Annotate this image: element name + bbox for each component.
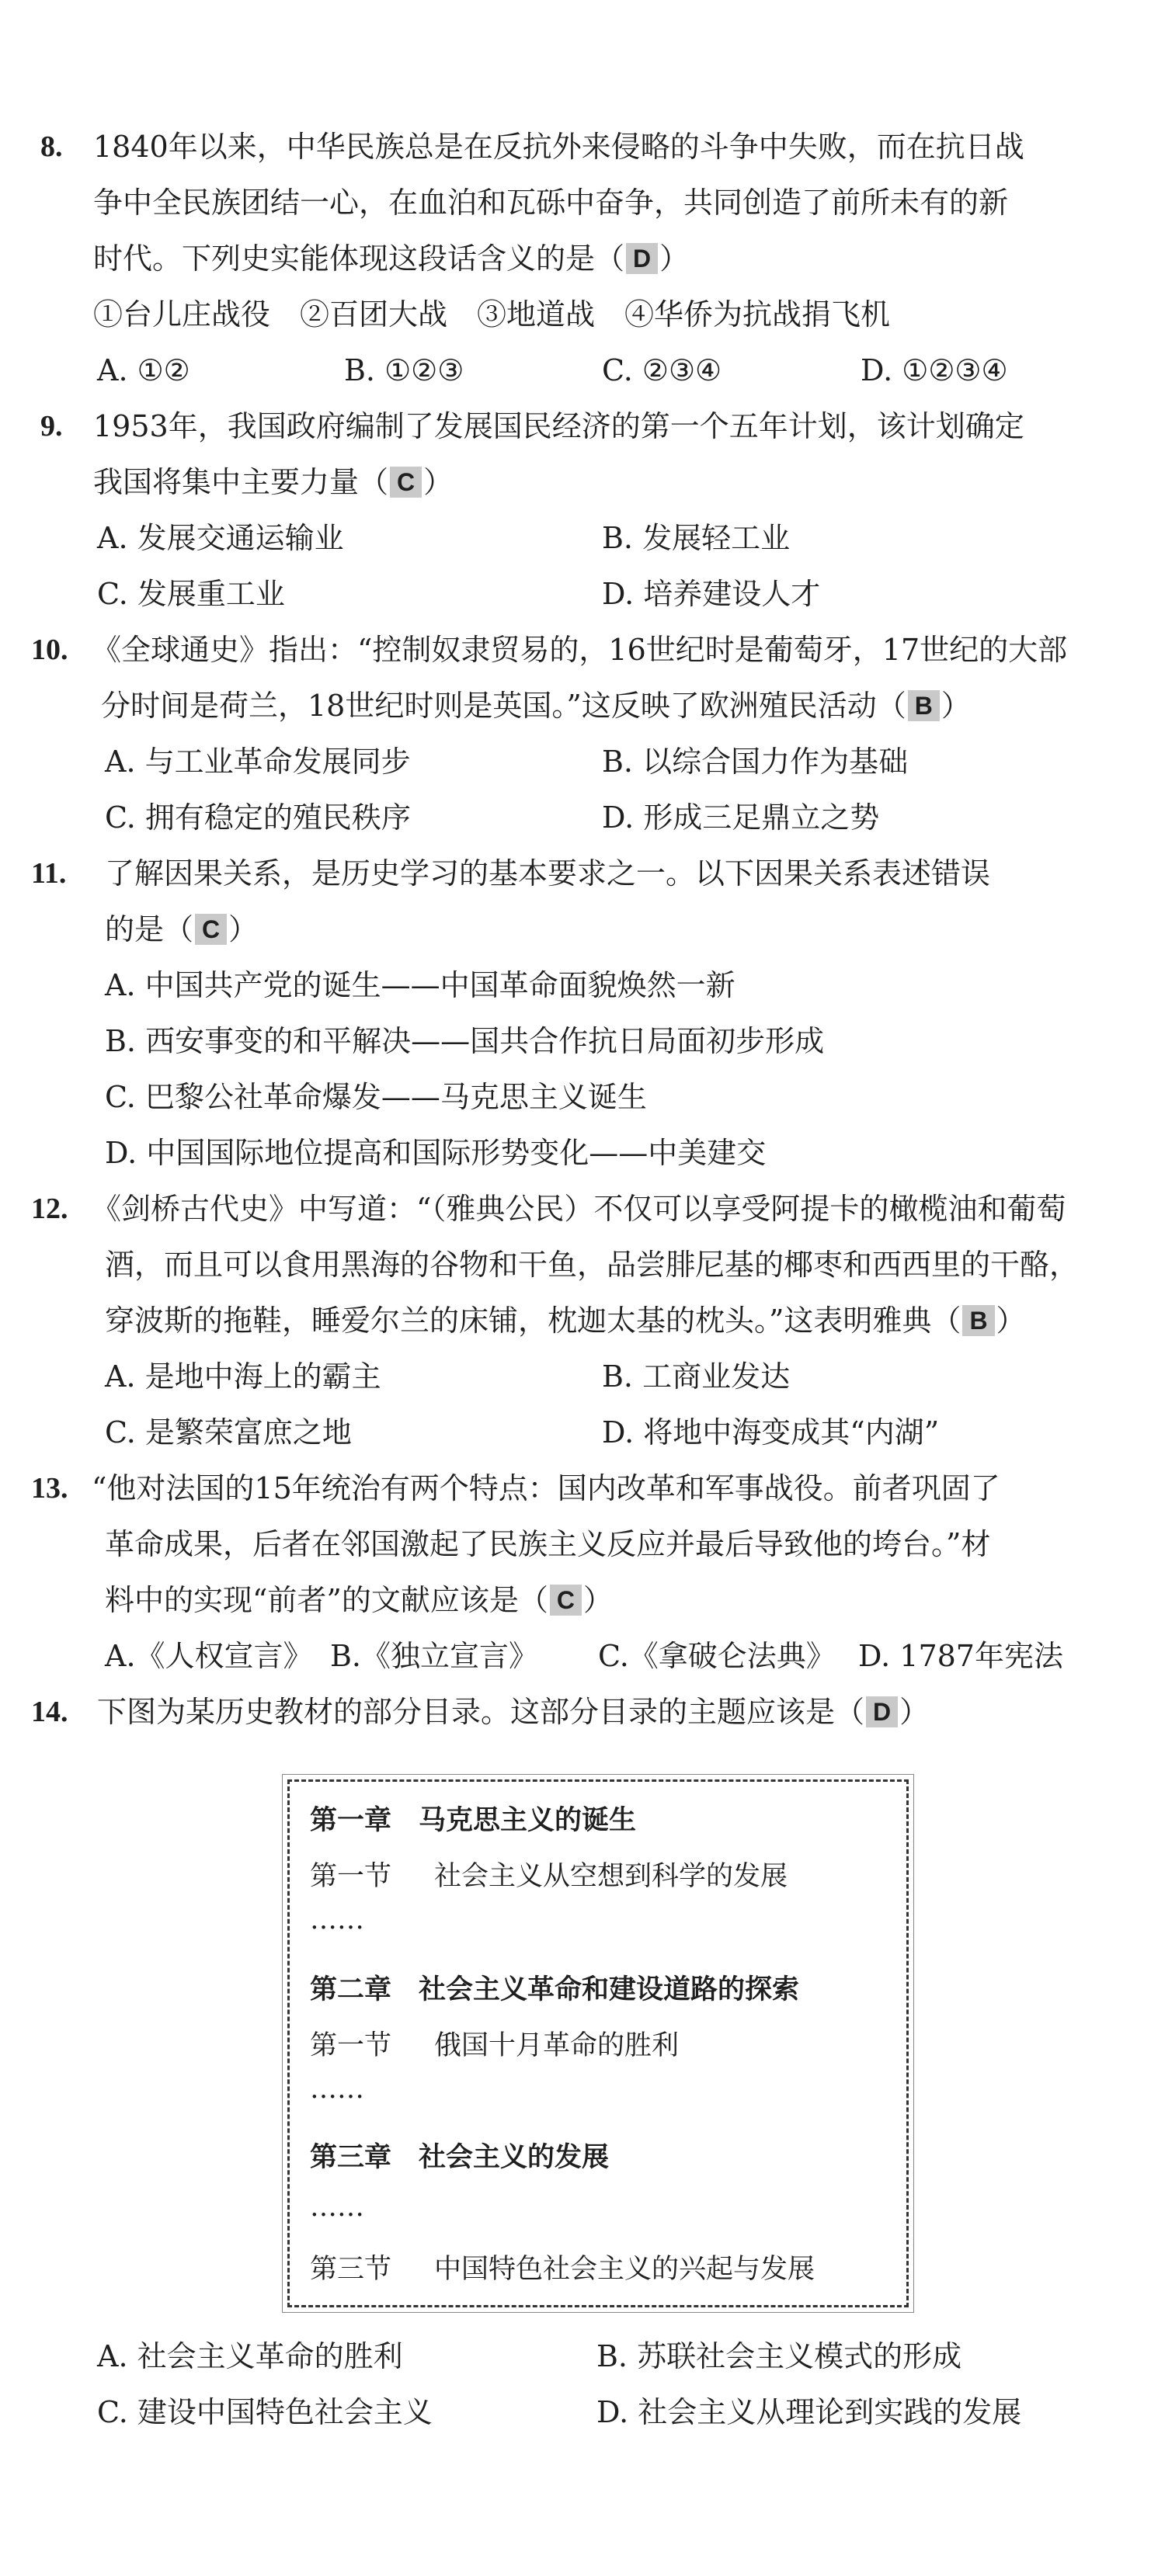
question-number: 10. (31, 634, 68, 666)
toc-chapter-3: 第三章 社会主义的发展 (310, 2141, 610, 2173)
question-text: 时代。下列史实能体现这段话含义的是（ (93, 241, 625, 276)
option-d: D. 培养建设人才 (602, 577, 821, 611)
question-text-line: 《剑桥古代史》中写道：“（雅典公民）不仅可以享受阿提卡的橄榄油和葡萄 (92, 1192, 1066, 1226)
question-text-line: 争中全民族团结一心，在血泊和瓦砾中奋争，共同创造了前所未有的新 (93, 186, 1009, 220)
table-of-contents-box (287, 1779, 909, 2307)
question-text-line: 1953年，我国政府编制了发展国民经济的第一个五年计划，该计划确定 (93, 409, 1024, 443)
option-a: A. 中国共产党的诞生——中国革命面貌焕然一新 (105, 968, 735, 1002)
toc-section-title: 中国特色社会主义的兴起与发展 (434, 2254, 815, 2285)
option-b: B.《独立宣言》 (330, 1639, 539, 1673)
question-text: 料中的实现“前者”的文献应该是（ (105, 1583, 548, 1617)
toc-section-label: 第一节 (310, 1861, 392, 1892)
toc-ellipsis: …… (310, 2074, 364, 2105)
question-text-line: 酒，而且可以食用黑海的谷物和干鱼，品尝腓尼基的椰枣和西西里的干酪， (105, 1248, 1080, 1282)
option-c: C. 建设中国特色社会主义 (97, 2395, 433, 2429)
question-text-line (105, 1573, 1130, 1627)
option-a: A. 是地中海上的霸主 (105, 1359, 381, 1394)
answer-badge: B (908, 690, 940, 721)
question-text-line (105, 1293, 1130, 1348)
option-b: B. 苏联社会主义模式的形成 (596, 2339, 962, 2373)
question-text: 穿波斯的拖鞋，睡爱尔兰的床铺，枕迦太基的枕头。”这表明雅典（ (105, 1304, 961, 1338)
closing-paren: ） (899, 1695, 930, 1729)
question-number: 13. (31, 1472, 68, 1505)
option-b: B. ①②③ (344, 353, 464, 387)
answer-badge: D (866, 1696, 898, 1727)
toc-section (310, 2248, 900, 2291)
question-number: 9. (40, 410, 63, 443)
toc-section (310, 2024, 900, 2067)
closing-paren: ） (423, 465, 454, 499)
question-text: 的是（ (105, 912, 194, 946)
option-c: C. 是繁荣富庶之地 (105, 1415, 352, 1449)
option-a: A. 发展交通运输业 (97, 521, 344, 555)
toc-chapter-1: 第一章 马克思主义的诞生 (310, 1804, 637, 1836)
question-text: 下图为某历史教材的部分目录。这部分目录的主题应该是（ (97, 1695, 865, 1729)
question-text-line (101, 679, 1126, 733)
closing-paren: ） (228, 912, 259, 946)
option-b: B. 以综合国力作为基础 (602, 745, 909, 779)
option-d: D. 社会主义从理论到实践的发展 (596, 2395, 1022, 2429)
option-c: C.《拿破仑法典》 (598, 1639, 836, 1673)
question-number: 11. (31, 857, 67, 890)
closing-paren: ） (659, 241, 690, 276)
option-c: C. 发展重工业 (97, 577, 285, 611)
question-text-line: 《全球通史》指出：“控制奴隶贸易的，16世纪时是葡萄牙，17世纪的大部 (92, 633, 1068, 667)
option-d: D. 形成三足鼎立之势 (602, 800, 880, 835)
option-a: A. 与工业革命发展同步 (105, 745, 411, 779)
option-d: D. ①②③④ (861, 353, 1008, 387)
option-b: B. 发展轻工业 (602, 521, 791, 555)
question-number: 8. (40, 130, 63, 163)
question-text-line (105, 902, 1130, 956)
option-b: B. 工商业发达 (602, 1359, 791, 1394)
question-text: 分时间是荷兰，18世纪时则是英国。”这反映了欧洲殖民活动（ (101, 689, 906, 723)
option-d: D. 中国国际地位提高和国际形势变化——中美建交 (105, 1136, 767, 1170)
option-c: C. 拥有稳定的殖民秩序 (105, 800, 411, 835)
question-number: 14. (31, 1696, 68, 1728)
answer-badge: D (626, 243, 658, 274)
option-c: C. 巴黎公社革命爆发——马克思主义诞生 (105, 1080, 647, 1114)
question-text-line: “他对法国的15年统治有两个特点：国内改革和军事战役。前者巩固了 (92, 1471, 1000, 1505)
option-a: A. 社会主义革命的胜利 (97, 2339, 403, 2373)
toc-chapter-2: 第二章 社会主义革命和建设道路的探索 (310, 1974, 800, 2005)
question-text-line: 1840年以来，中华民族总是在反抗外来侵略的斗争中失败，而在抗日战 (93, 130, 1024, 164)
facts-list: ①台儿庄战役 ②百团大战 ③地道战 ④华侨为抗战捐飞机 (93, 297, 891, 332)
question-text-line (93, 231, 1118, 286)
question-text-line (97, 1685, 1122, 1739)
option-a: A.《人权宣言》 (105, 1639, 313, 1673)
toc-section-title: 俄国十月革命的胜利 (434, 2030, 680, 2061)
toc-section (310, 1855, 900, 1898)
question-text: 我国将集中主要力量（ (93, 465, 389, 499)
answer-badge: C (390, 467, 422, 498)
closing-paren: ） (996, 1304, 1026, 1338)
option-d: D. 将地中海变成其“内湖” (602, 1415, 940, 1449)
question-text-line: 了解因果关系，是历史学习的基本要求之一。以下因果关系表述错误 (105, 856, 991, 890)
option-d: D. 1787年宪法 (858, 1639, 1063, 1673)
toc-ellipsis: …… (310, 1904, 364, 1935)
option-b: B. 西安事变的和平解决——国共合作抗日局面初步形成 (105, 1024, 825, 1058)
option-a: A. ①② (97, 353, 190, 387)
toc-section-title: 社会主义从空想到科学的发展 (434, 1861, 788, 1892)
question-text-line: 革命成果，后者在邻国激起了民族主义反应并最后导致他的垮台。”材 (105, 1527, 991, 1561)
toc-ellipsis: …… (310, 2192, 364, 2223)
closing-paren: ） (582, 1583, 613, 1617)
question-number: 12. (31, 1193, 68, 1225)
question-text-line (93, 455, 1118, 509)
answer-badge: C (550, 1585, 582, 1616)
answer-badge: C (195, 914, 227, 945)
option-c: C. ②③④ (602, 353, 722, 387)
toc-section-label: 第三节 (310, 2254, 392, 2285)
closing-paren: ） (941, 689, 971, 723)
answer-badge: B (962, 1305, 994, 1336)
toc-section-label: 第一节 (310, 2030, 392, 2061)
